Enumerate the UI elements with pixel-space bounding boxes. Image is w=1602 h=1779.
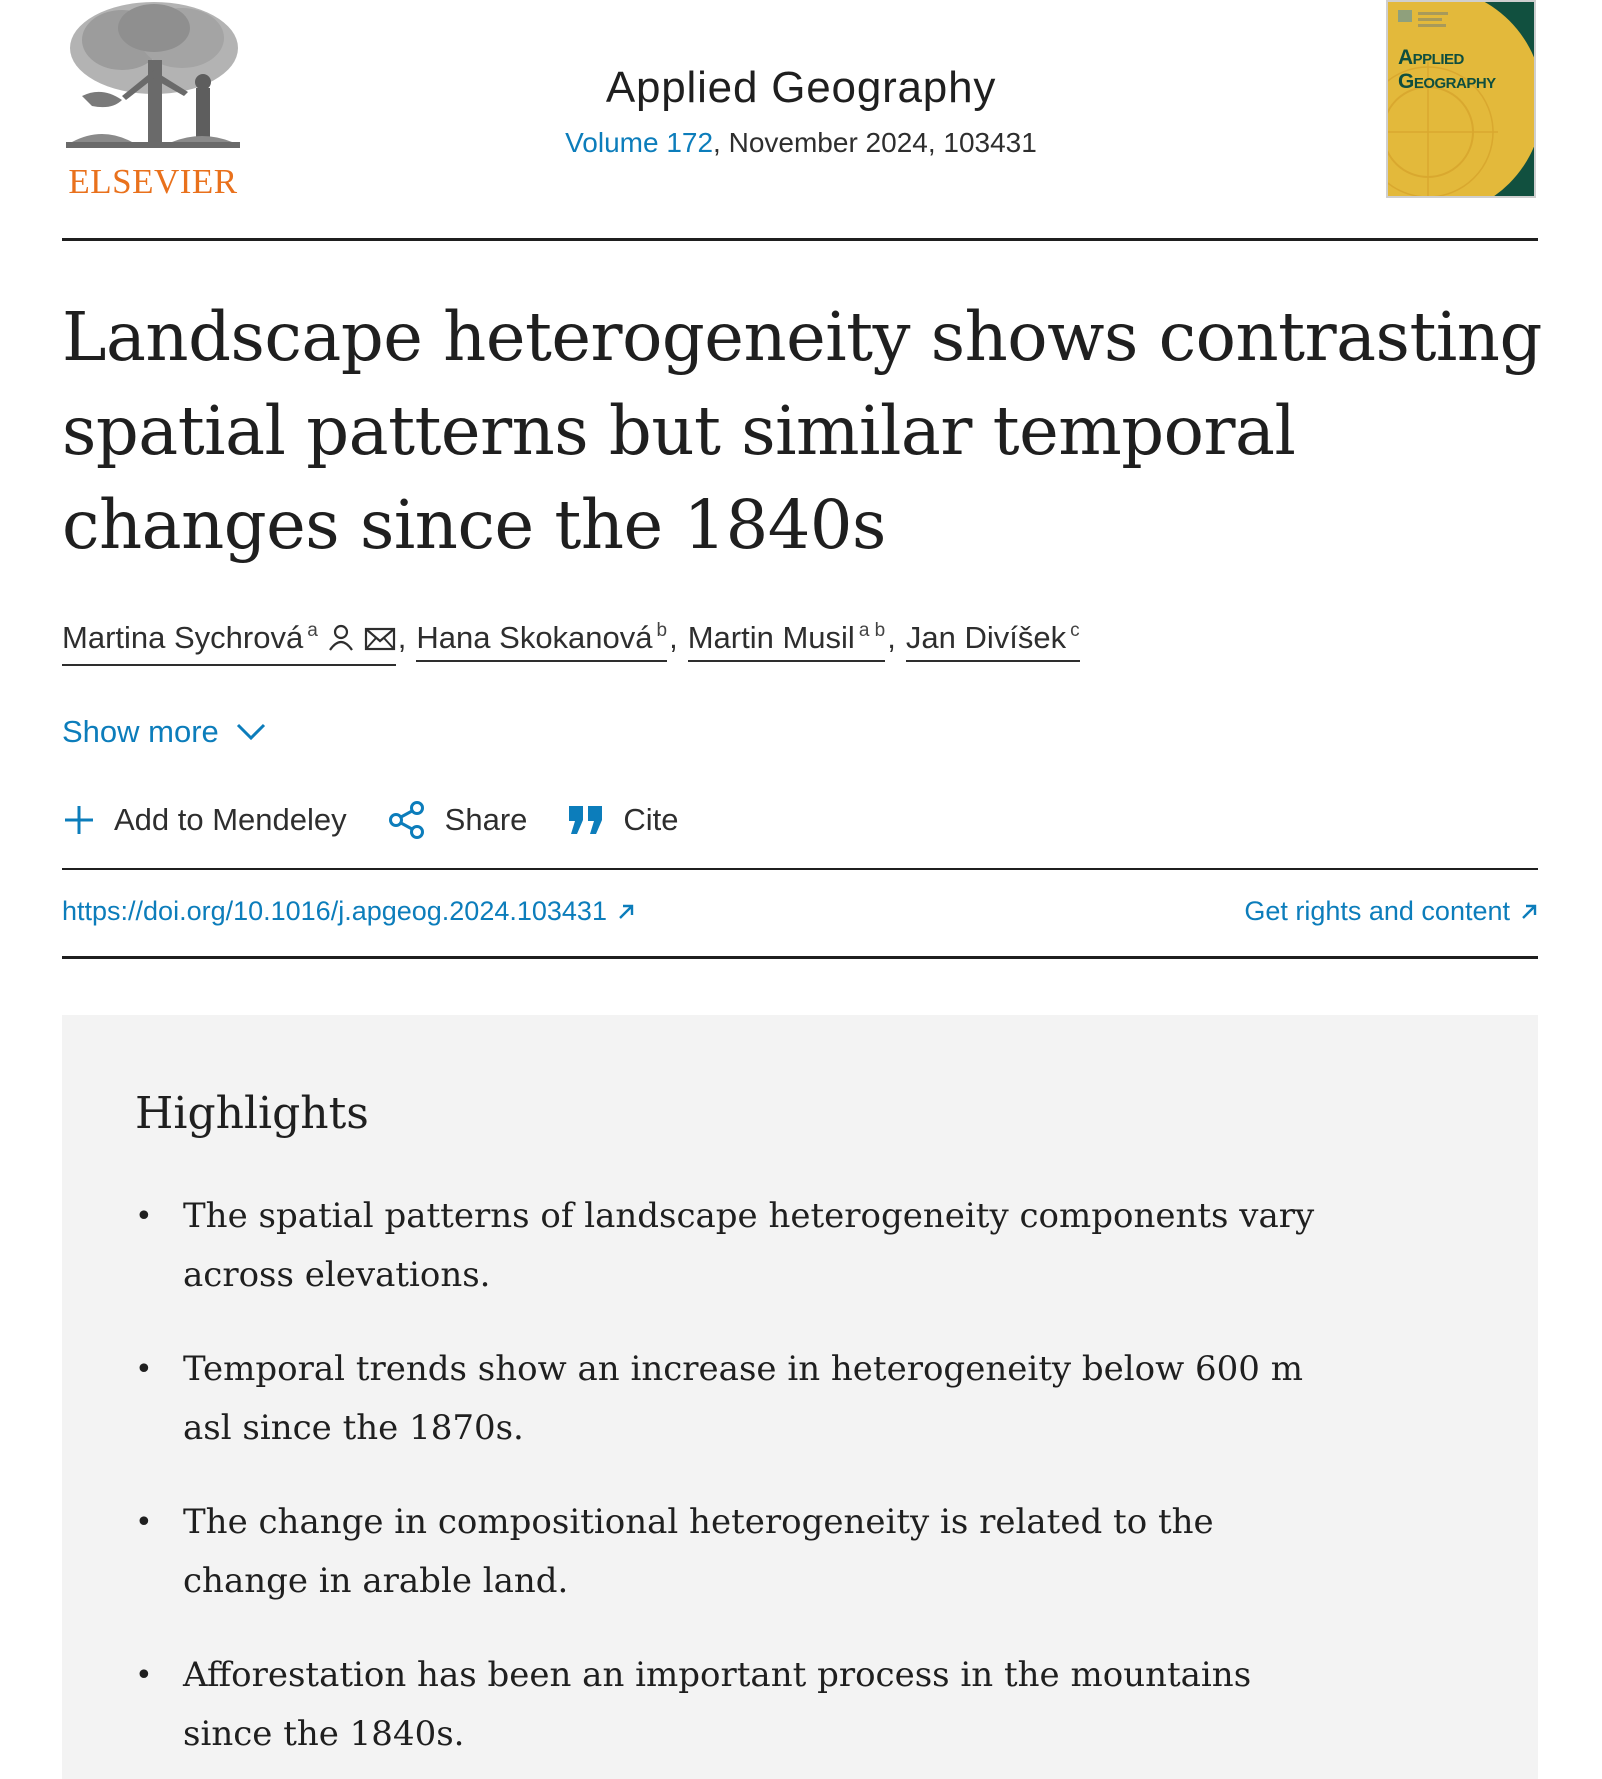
author-link[interactable]: [416, 620, 667, 662]
author-list: [62, 620, 1542, 666]
author-link[interactable]: [62, 620, 396, 666]
article-toolbar: [62, 800, 719, 840]
list-item: [135, 1646, 1335, 1764]
highlights-section: [62, 1015, 1538, 1779]
toolbar-divider: [62, 868, 1538, 870]
quote-icon: [567, 804, 605, 836]
author-affiliation: b: [656, 620, 668, 641]
author-link[interactable]: [906, 620, 1080, 662]
doi-text: https://doi.org/10.1016/j.apgeog.2024.103431: [62, 896, 607, 926]
external-link-icon: [1520, 903, 1538, 921]
volume-link[interactable]: Volume 172: [565, 126, 714, 158]
get-rights-link[interactable]: [1244, 896, 1538, 927]
list-item: [135, 1493, 1335, 1611]
share-icon: [387, 800, 427, 840]
publisher-wordmark: ELSEVIER: [68, 162, 238, 201]
bullet: •: [135, 1658, 153, 1693]
doi-divider: [62, 956, 1538, 959]
article-title: Landscape heterogeneity shows contrasting spatial patterns but similar temporal changes since the 1840s: [62, 298, 1542, 564]
get-rights-text: Get rights and content: [1244, 896, 1510, 926]
person-icon: [326, 622, 356, 660]
issue-details: , November 2024, 103431: [713, 126, 1037, 158]
doi-link[interactable]: [62, 896, 635, 927]
author-affiliation: c: [1070, 620, 1080, 641]
author-separator: ,: [887, 620, 896, 655]
author-name: Martin Musil: [687, 620, 855, 655]
journal-cover[interactable]: [1386, 0, 1536, 198]
cite-button[interactable]: [567, 802, 678, 838]
journal-title-link[interactable]: Applied Geography: [605, 63, 997, 112]
author-link[interactable]: [688, 620, 886, 662]
bullet: •: [135, 1505, 153, 1540]
author-name: Hana Skokanová: [416, 620, 653, 655]
author-name: Jan Divíšek: [905, 620, 1067, 655]
highlight-text: Temporal trends show an increase in heterogeneity below 600 m asl since the 1870s.: [183, 1349, 1303, 1448]
share-label: Share: [444, 802, 528, 837]
author-affiliation: a b: [858, 620, 886, 641]
highlights-title: Highlights: [135, 1088, 369, 1139]
bullet: •: [135, 1199, 153, 1234]
issue-info: [0, 127, 1602, 159]
journal-header: [0, 62, 1602, 159]
bullet: •: [135, 1352, 153, 1387]
highlight-text: The spatial patterns of landscape heterogeneity components vary across elevations.: [183, 1196, 1315, 1295]
list-item: [135, 1340, 1335, 1458]
email-icon: [364, 624, 396, 660]
external-link-icon: [617, 903, 635, 921]
cover-title-line-1: Applied: [1398, 46, 1464, 69]
cover-art-icon: [1388, 2, 1536, 198]
add-to-mendeley-label: Add to Mendeley: [114, 802, 347, 837]
highlights-list: [135, 1187, 1335, 1779]
show-more-toggle[interactable]: [62, 714, 267, 750]
author-affiliation: a: [307, 620, 318, 641]
header-divider: [62, 238, 1538, 241]
list-item: [135, 1187, 1335, 1305]
highlight-text: The change in compositional heterogeneity is related to the change in arable land.: [183, 1502, 1214, 1601]
add-to-mendeley-button[interactable]: [62, 802, 347, 838]
share-button[interactable]: [387, 800, 528, 840]
author-separator: ,: [397, 620, 407, 655]
highlight-text: Afforestation has been an important process in the mountains since the 1840s.: [183, 1655, 1252, 1754]
cover-title: [1398, 46, 1536, 94]
cover-title-line-2: Geography: [1398, 70, 1496, 93]
cite-label: Cite: [623, 802, 679, 837]
chevron-down-icon: [235, 722, 267, 742]
author-name: Martina Sychrová: [62, 620, 304, 655]
plus-icon: [62, 803, 96, 837]
author-separator: ,: [669, 620, 678, 655]
show-more-label: Show more: [62, 714, 219, 749]
